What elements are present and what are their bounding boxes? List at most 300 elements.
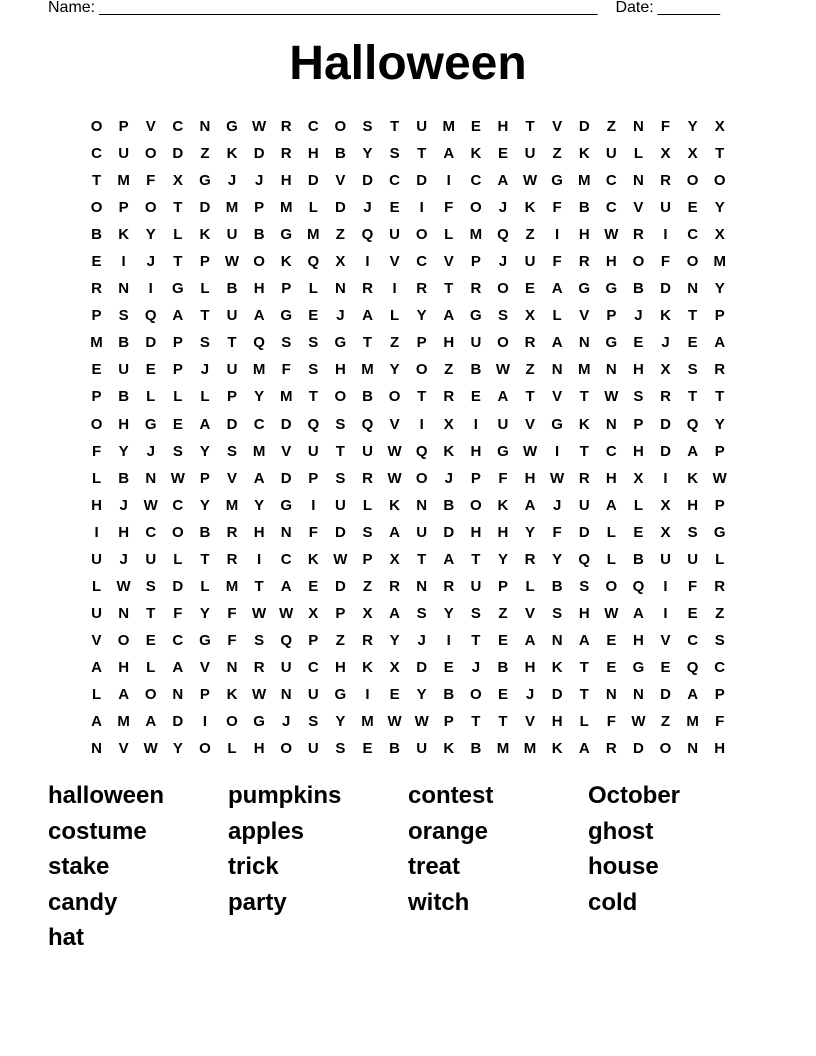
grid-cell[interactable]: Q bbox=[632, 577, 645, 595]
grid-cell[interactable]: J bbox=[227, 172, 237, 190]
grid-cell[interactable]: T bbox=[200, 307, 210, 325]
grid-cell[interactable]: T bbox=[173, 253, 183, 271]
grid-cell[interactable]: B bbox=[253, 226, 265, 244]
grid-cell[interactable]: K bbox=[497, 496, 509, 514]
grid-cell[interactable]: F bbox=[173, 604, 183, 622]
grid-cell[interactable]: E bbox=[660, 658, 671, 676]
grid-cell[interactable]: I bbox=[257, 550, 262, 568]
grid-cell[interactable]: J bbox=[498, 253, 508, 271]
grid-cell[interactable]: S bbox=[172, 442, 183, 460]
grid-cell[interactable]: A bbox=[443, 550, 455, 568]
grid-cell[interactable]: M bbox=[361, 713, 374, 731]
grid-cell[interactable]: T bbox=[173, 199, 183, 217]
grid-cell[interactable]: I bbox=[663, 577, 668, 595]
grid-cell[interactable]: L bbox=[91, 686, 102, 703]
grid-cell[interactable]: J bbox=[119, 550, 128, 568]
grid-cell[interactable]: I bbox=[365, 253, 370, 271]
grid-cell[interactable]: B bbox=[497, 658, 509, 676]
grid-cell[interactable]: D bbox=[416, 172, 428, 190]
grid-cell[interactable]: A bbox=[443, 145, 455, 163]
grid-cell[interactable]: N bbox=[199, 118, 211, 136]
grid-cell[interactable]: N bbox=[551, 361, 563, 379]
grid-cell[interactable]: V bbox=[525, 415, 536, 433]
grid-cell[interactable]: N bbox=[145, 469, 157, 487]
grid-cell[interactable]: A bbox=[118, 686, 130, 703]
grid-cell[interactable]: A bbox=[524, 631, 536, 649]
grid-cell[interactable]: O bbox=[171, 523, 184, 541]
grid-cell[interactable]: O bbox=[144, 145, 157, 163]
grid-cell[interactable]: T bbox=[715, 388, 725, 406]
grid-cell[interactable]: X bbox=[362, 604, 373, 622]
grid-cell[interactable]: P bbox=[362, 550, 373, 568]
grid-cell[interactable]: T bbox=[308, 388, 318, 406]
grid-cell[interactable]: M bbox=[361, 361, 374, 379]
grid-cell[interactable]: Q bbox=[144, 307, 157, 325]
grid-cell[interactable]: X bbox=[660, 523, 671, 541]
grid-cell[interactable]: D bbox=[226, 415, 238, 433]
grid-cell[interactable]: K bbox=[226, 145, 238, 163]
grid-cell[interactable]: O bbox=[144, 686, 157, 703]
grid-cell[interactable]: U bbox=[416, 740, 428, 758]
grid-cell[interactable]: S bbox=[687, 523, 698, 541]
grid-cell[interactable]: C bbox=[605, 172, 617, 190]
grid-cell[interactable]: Q bbox=[361, 226, 374, 244]
grid-cell[interactable]: E bbox=[497, 145, 508, 163]
grid-cell[interactable]: X bbox=[335, 253, 346, 271]
grid-cell[interactable]: I bbox=[663, 469, 668, 487]
grid-cell[interactable]: J bbox=[661, 334, 670, 352]
grid-cell[interactable]: H bbox=[578, 604, 590, 622]
grid-cell[interactable]: S bbox=[497, 307, 508, 325]
grid-cell[interactable]: L bbox=[606, 523, 616, 541]
grid-cell[interactable]: P bbox=[199, 469, 210, 487]
grid-cell[interactable]: Y bbox=[497, 550, 508, 568]
grid-cell[interactable]: C bbox=[307, 658, 319, 676]
grid-cell[interactable]: F bbox=[281, 361, 291, 379]
grid-cell[interactable]: F bbox=[606, 713, 616, 731]
grid-cell[interactable]: T bbox=[525, 118, 535, 136]
grid-cell[interactable]: W bbox=[387, 713, 402, 731]
grid-cell[interactable]: F bbox=[146, 172, 156, 190]
grid-cell[interactable]: Z bbox=[362, 577, 373, 595]
grid-cell[interactable]: I bbox=[663, 226, 668, 244]
grid-cell[interactable]: X bbox=[660, 145, 671, 163]
grid-cell[interactable]: N bbox=[605, 415, 617, 433]
grid-cell[interactable]: H bbox=[633, 361, 644, 379]
grid-cell[interactable]: R bbox=[605, 740, 617, 758]
grid-cell[interactable]: G bbox=[605, 334, 618, 352]
grid-cell[interactable]: K bbox=[307, 550, 319, 568]
grid-cell[interactable]: A bbox=[172, 307, 184, 325]
grid-cell[interactable]: I bbox=[446, 631, 451, 649]
grid-cell[interactable]: V bbox=[91, 631, 102, 649]
grid-cell[interactable]: J bbox=[417, 631, 426, 649]
grid-cell[interactable]: F bbox=[498, 469, 508, 487]
grid-cell[interactable]: K bbox=[443, 442, 455, 460]
grid-cell[interactable]: P bbox=[172, 361, 183, 379]
grid-cell[interactable]: X bbox=[172, 172, 183, 190]
grid-cell[interactable]: U bbox=[660, 550, 671, 568]
grid-cell[interactable]: N bbox=[334, 280, 346, 298]
grid-cell[interactable]: Z bbox=[552, 145, 562, 163]
grid-cell[interactable]: Z bbox=[335, 226, 345, 244]
grid-cell[interactable]: D bbox=[362, 172, 373, 190]
grid-cell[interactable]: U bbox=[307, 442, 319, 460]
grid-cell[interactable]: N bbox=[633, 118, 644, 136]
grid-cell[interactable]: B bbox=[91, 226, 102, 244]
grid-cell[interactable]: I bbox=[365, 686, 370, 703]
grid-cell[interactable]: O bbox=[415, 226, 428, 244]
grid-cell[interactable]: L bbox=[200, 280, 210, 298]
grid-cell[interactable]: Q bbox=[307, 415, 320, 433]
grid-cell[interactable]: R bbox=[470, 280, 482, 298]
grid-cell[interactable]: M bbox=[713, 253, 726, 271]
grid-cell[interactable]: G bbox=[199, 172, 211, 190]
grid-cell[interactable]: F bbox=[660, 253, 671, 271]
grid-cell[interactable]: E bbox=[470, 388, 481, 406]
grid-cell[interactable]: L bbox=[606, 550, 616, 568]
grid-cell[interactable]: U bbox=[334, 496, 346, 514]
grid-cell[interactable]: P bbox=[443, 713, 454, 731]
grid-cell[interactable]: F bbox=[552, 199, 562, 217]
grid-cell[interactable]: B bbox=[334, 145, 346, 163]
grid-cell[interactable]: S bbox=[552, 604, 563, 622]
grid-cell[interactable]: M bbox=[252, 361, 266, 379]
grid-cell[interactable]: O bbox=[90, 118, 103, 136]
grid-cell[interactable]: X bbox=[660, 496, 671, 514]
grid-cell[interactable]: K bbox=[443, 740, 455, 758]
grid-cell[interactable]: L bbox=[389, 307, 400, 325]
grid-cell[interactable]: J bbox=[146, 253, 155, 271]
grid-cell[interactable]: Q bbox=[280, 631, 293, 649]
grid-cell[interactable]: T bbox=[715, 145, 725, 163]
grid-cell[interactable]: T bbox=[146, 604, 156, 622]
grid-cell[interactable]: D bbox=[578, 118, 590, 136]
grid-cell[interactable]: Q bbox=[361, 415, 374, 433]
grid-cell[interactable]: Z bbox=[200, 145, 210, 163]
grid-cell[interactable]: R bbox=[253, 658, 265, 676]
grid-cell[interactable]: H bbox=[633, 442, 644, 460]
grid-cell[interactable]: A bbox=[551, 280, 563, 298]
grid-cell[interactable]: N bbox=[605, 361, 617, 379]
grid-cell[interactable]: G bbox=[551, 172, 563, 190]
grid-cell[interactable]: D bbox=[633, 740, 644, 758]
grid-cell[interactable]: R bbox=[362, 280, 373, 298]
grid-cell[interactable]: M bbox=[90, 334, 103, 352]
grid-cell[interactable]: T bbox=[471, 713, 481, 731]
grid-cell[interactable]: H bbox=[280, 172, 292, 190]
grid-cell[interactable]: G bbox=[280, 226, 293, 244]
grid-cell[interactable]: E bbox=[145, 361, 156, 379]
grid-cell[interactable]: B bbox=[118, 388, 130, 406]
grid-cell[interactable]: U bbox=[660, 199, 671, 217]
grid-cell[interactable]: P bbox=[91, 388, 102, 406]
grid-cell[interactable]: T bbox=[525, 388, 535, 406]
grid-cell[interactable]: U bbox=[280, 658, 292, 676]
grid-cell[interactable]: Q bbox=[253, 334, 265, 352]
grid-cell[interactable]: G bbox=[578, 280, 591, 298]
grid-cell[interactable]: D bbox=[660, 442, 671, 460]
grid-cell[interactable]: W bbox=[604, 604, 619, 622]
grid-cell[interactable]: B bbox=[199, 523, 211, 541]
grid-cell[interactable]: S bbox=[579, 577, 590, 595]
grid-cell[interactable]: U bbox=[91, 604, 102, 622]
grid-cell[interactable]: I bbox=[392, 280, 397, 298]
grid-cell[interactable]: P bbox=[714, 686, 725, 703]
grid-cell[interactable]: I bbox=[202, 713, 207, 731]
grid-cell[interactable]: L bbox=[715, 550, 725, 568]
grid-cell[interactable]: O bbox=[388, 388, 401, 406]
grid-cell[interactable]: P bbox=[633, 415, 644, 433]
grid-cell[interactable]: M bbox=[225, 496, 239, 514]
grid-cell[interactable]: N bbox=[687, 740, 699, 758]
grid-cell[interactable]: L bbox=[633, 145, 643, 163]
grid-cell[interactable]: S bbox=[416, 604, 427, 622]
grid-cell[interactable]: T bbox=[444, 280, 454, 298]
grid-cell[interactable]: P bbox=[91, 307, 102, 325]
grid-cell[interactable]: D bbox=[307, 172, 319, 190]
grid-cell[interactable]: L bbox=[91, 577, 102, 595]
grid-cell[interactable]: Y bbox=[118, 442, 129, 460]
grid-cell[interactable]: G bbox=[280, 307, 293, 325]
grid-cell[interactable]: E bbox=[443, 658, 454, 676]
grid-cell[interactable]: Z bbox=[498, 604, 508, 622]
grid-cell[interactable]: G bbox=[144, 415, 157, 433]
grid-cell[interactable]: W bbox=[631, 713, 646, 731]
grid-cell[interactable]: H bbox=[578, 226, 590, 244]
grid-cell[interactable]: Y bbox=[389, 631, 400, 649]
grid-cell[interactable]: Z bbox=[335, 631, 345, 649]
grid-cell[interactable]: A bbox=[497, 388, 509, 406]
grid-cell[interactable]: H bbox=[524, 469, 536, 487]
grid-cell[interactable]: Y bbox=[199, 442, 210, 460]
grid-cell[interactable]: W bbox=[550, 469, 565, 487]
grid-cell[interactable]: X bbox=[660, 361, 671, 379]
grid-cell[interactable]: O bbox=[90, 415, 103, 433]
grid-cell[interactable]: C bbox=[172, 631, 184, 649]
grid-cell[interactable]: R bbox=[443, 577, 455, 595]
grid-cell[interactable]: X bbox=[633, 469, 644, 487]
grid-cell[interactable]: Q bbox=[686, 658, 699, 676]
grid-cell[interactable]: R bbox=[280, 118, 292, 136]
grid-cell[interactable]: D bbox=[280, 469, 292, 487]
grid-cell[interactable]: C bbox=[91, 145, 102, 163]
grid-cell[interactable]: W bbox=[712, 469, 727, 487]
grid-cell[interactable]: T bbox=[91, 172, 102, 190]
grid-cell[interactable]: C bbox=[307, 118, 319, 136]
grid-cell[interactable]: A bbox=[633, 604, 644, 622]
grid-cell[interactable]: W bbox=[414, 713, 429, 731]
grid-cell[interactable]: Y bbox=[254, 388, 265, 406]
grid-cell[interactable]: X bbox=[714, 118, 725, 136]
grid-cell[interactable]: X bbox=[714, 226, 725, 244]
grid-cell[interactable]: H bbox=[253, 523, 265, 541]
grid-cell[interactable]: I bbox=[311, 496, 316, 514]
grid-cell[interactable]: Y bbox=[525, 523, 536, 541]
grid-cell[interactable]: V bbox=[389, 253, 400, 271]
grid-cell[interactable]: U bbox=[118, 361, 130, 379]
grid-cell[interactable]: N bbox=[91, 740, 102, 758]
grid-cell[interactable]: L bbox=[91, 469, 102, 487]
grid-cell[interactable]: H bbox=[605, 469, 617, 487]
grid-cell[interactable]: U bbox=[687, 550, 699, 568]
grid-cell[interactable]: Q bbox=[415, 442, 428, 460]
grid-cell[interactable]: J bbox=[254, 172, 264, 190]
grid-cell[interactable]: W bbox=[522, 172, 538, 190]
grid-cell[interactable]: T bbox=[200, 550, 210, 568]
grid-cell[interactable]: Y bbox=[552, 550, 563, 568]
grid-cell[interactable]: N bbox=[280, 686, 292, 703]
grid-cell[interactable]: K bbox=[687, 469, 699, 487]
grid-cell[interactable]: T bbox=[254, 577, 264, 595]
grid-cell[interactable]: P bbox=[254, 199, 265, 217]
grid-cell[interactable]: A bbox=[253, 469, 265, 487]
grid-cell[interactable]: H bbox=[118, 415, 130, 433]
grid-cell[interactable]: N bbox=[416, 577, 428, 595]
grid-cell[interactable]: A bbox=[551, 334, 563, 352]
grid-cell[interactable]: B bbox=[362, 388, 373, 406]
grid-cell[interactable]: F bbox=[552, 253, 562, 271]
grid-cell[interactable]: D bbox=[334, 523, 346, 541]
grid-cell[interactable]: A bbox=[280, 577, 292, 595]
grid-cell[interactable]: V bbox=[579, 307, 590, 325]
grid-cell[interactable]: V bbox=[525, 604, 536, 622]
grid-cell[interactable]: U bbox=[524, 253, 536, 271]
grid-cell[interactable]: A bbox=[687, 686, 699, 703]
grid-cell[interactable]: F bbox=[552, 523, 562, 541]
grid-cell[interactable]: O bbox=[253, 253, 265, 271]
grid-cell[interactable]: Z bbox=[389, 334, 400, 352]
grid-cell[interactable]: P bbox=[199, 253, 210, 271]
grid-cell[interactable]: G bbox=[280, 496, 293, 514]
grid-cell[interactable]: S bbox=[714, 631, 725, 649]
grid-cell[interactable]: X bbox=[443, 415, 454, 433]
grid-cell[interactable]: A bbox=[199, 415, 211, 433]
grid-cell[interactable]: D bbox=[280, 415, 292, 433]
grid-cell[interactable]: M bbox=[442, 118, 456, 136]
grid-cell[interactable]: D bbox=[172, 145, 184, 163]
grid-cell[interactable]: A bbox=[578, 631, 590, 649]
grid-cell[interactable]: K bbox=[660, 307, 671, 325]
grid-cell[interactable]: Y bbox=[254, 496, 265, 514]
grid-cell[interactable]: U bbox=[118, 145, 130, 163]
grid-cell[interactable]: O bbox=[470, 496, 482, 514]
grid-cell[interactable]: C bbox=[687, 226, 699, 244]
grid-cell[interactable]: F bbox=[660, 118, 671, 136]
grid-cell[interactable]: D bbox=[578, 523, 590, 541]
grid-cell[interactable]: K bbox=[280, 253, 292, 271]
grid-cell[interactable]: E bbox=[470, 118, 481, 136]
grid-cell[interactable]: J bbox=[282, 713, 291, 731]
grid-cell[interactable]: G bbox=[253, 713, 265, 731]
grid-cell[interactable]: V bbox=[281, 442, 292, 460]
grid-cell[interactable]: H bbox=[91, 496, 102, 514]
grid-cell[interactable]: A bbox=[443, 307, 455, 325]
grid-cell[interactable]: V bbox=[552, 388, 563, 406]
grid-cell[interactable]: I bbox=[148, 280, 153, 298]
grid-cell[interactable]: W bbox=[604, 388, 619, 406]
grid-cell[interactable]: H bbox=[524, 658, 536, 676]
grid-cell[interactable]: O bbox=[632, 253, 645, 271]
grid-cell[interactable]: U bbox=[226, 361, 238, 379]
grid-cell[interactable]: D bbox=[172, 713, 184, 731]
grid-cell[interactable]: N bbox=[551, 631, 563, 649]
grid-cell[interactable]: U bbox=[226, 226, 238, 244]
grid-cell[interactable]: P bbox=[497, 577, 508, 595]
grid-cell[interactable]: V bbox=[552, 118, 563, 136]
grid-cell[interactable]: H bbox=[497, 118, 509, 136]
grid-cell[interactable]: C bbox=[470, 172, 482, 190]
grid-cell[interactable]: Y bbox=[416, 307, 427, 325]
grid-cell[interactable]: Q bbox=[578, 550, 591, 568]
grid-cell[interactable]: H bbox=[687, 496, 699, 514]
grid-cell[interactable]: B bbox=[226, 280, 238, 298]
grid-cell[interactable]: B bbox=[551, 577, 563, 595]
grid-cell[interactable]: A bbox=[389, 523, 400, 541]
grid-cell[interactable]: C bbox=[145, 523, 157, 541]
grid-cell[interactable]: V bbox=[660, 631, 671, 649]
grid-cell[interactable]: O bbox=[226, 713, 238, 731]
grid-cell[interactable]: I bbox=[419, 199, 424, 217]
grid-cell[interactable]: L bbox=[200, 388, 210, 406]
grid-cell[interactable]: I bbox=[555, 442, 560, 460]
grid-cell[interactable]: K bbox=[470, 145, 482, 163]
grid-cell[interactable]: O bbox=[199, 740, 211, 758]
grid-cell[interactable]: L bbox=[633, 496, 643, 514]
grid-cell[interactable]: R bbox=[524, 550, 536, 568]
grid-cell[interactable]: U bbox=[416, 523, 428, 541]
grid-cell[interactable]: R bbox=[633, 226, 644, 244]
grid-cell[interactable]: M bbox=[225, 577, 239, 595]
grid-cell[interactable]: A bbox=[714, 334, 726, 352]
grid-cell[interactable]: O bbox=[144, 199, 157, 217]
grid-cell[interactable]: O bbox=[117, 631, 130, 649]
grid-cell[interactable]: M bbox=[469, 226, 483, 244]
grid-cell[interactable]: E bbox=[633, 334, 644, 352]
grid-cell[interactable]: M bbox=[307, 226, 320, 244]
grid-cell[interactable]: Y bbox=[389, 361, 400, 379]
grid-cell[interactable]: U bbox=[389, 226, 400, 244]
grid-cell[interactable]: I bbox=[446, 172, 451, 190]
grid-cell[interactable]: T bbox=[389, 118, 400, 136]
grid-cell[interactable]: N bbox=[605, 686, 617, 703]
grid-cell[interactable]: K bbox=[578, 415, 590, 433]
grid-cell[interactable]: L bbox=[362, 496, 373, 514]
grid-cell[interactable]: S bbox=[362, 523, 373, 541]
grid-cell[interactable]: Y bbox=[443, 604, 454, 622]
grid-cell[interactable]: J bbox=[471, 658, 481, 676]
grid-cell[interactable]: T bbox=[579, 442, 589, 460]
grid-cell[interactable]: C bbox=[416, 253, 428, 271]
grid-cell[interactable]: V bbox=[118, 740, 129, 758]
grid-cell[interactable]: H bbox=[307, 145, 319, 163]
grid-cell[interactable]: J bbox=[552, 496, 562, 514]
grid-cell[interactable]: K bbox=[199, 226, 211, 244]
grid-cell[interactable]: N bbox=[226, 658, 238, 676]
grid-cell[interactable]: S bbox=[308, 713, 319, 731]
grid-cell[interactable]: R bbox=[714, 361, 726, 379]
grid-cell[interactable]: K bbox=[551, 740, 563, 758]
grid-cell[interactable]: M bbox=[577, 361, 591, 379]
grid-cell[interactable]: E bbox=[172, 415, 183, 433]
grid-cell[interactable]: O bbox=[686, 253, 699, 271]
grid-cell[interactable]: E bbox=[145, 631, 156, 649]
grid-cell[interactable]: E bbox=[91, 253, 102, 271]
grid-cell[interactable]: A bbox=[524, 496, 536, 514]
grid-cell[interactable]: R bbox=[91, 280, 102, 298]
grid-cell[interactable]: O bbox=[470, 199, 482, 217]
grid-cell[interactable]: N bbox=[172, 686, 184, 703]
